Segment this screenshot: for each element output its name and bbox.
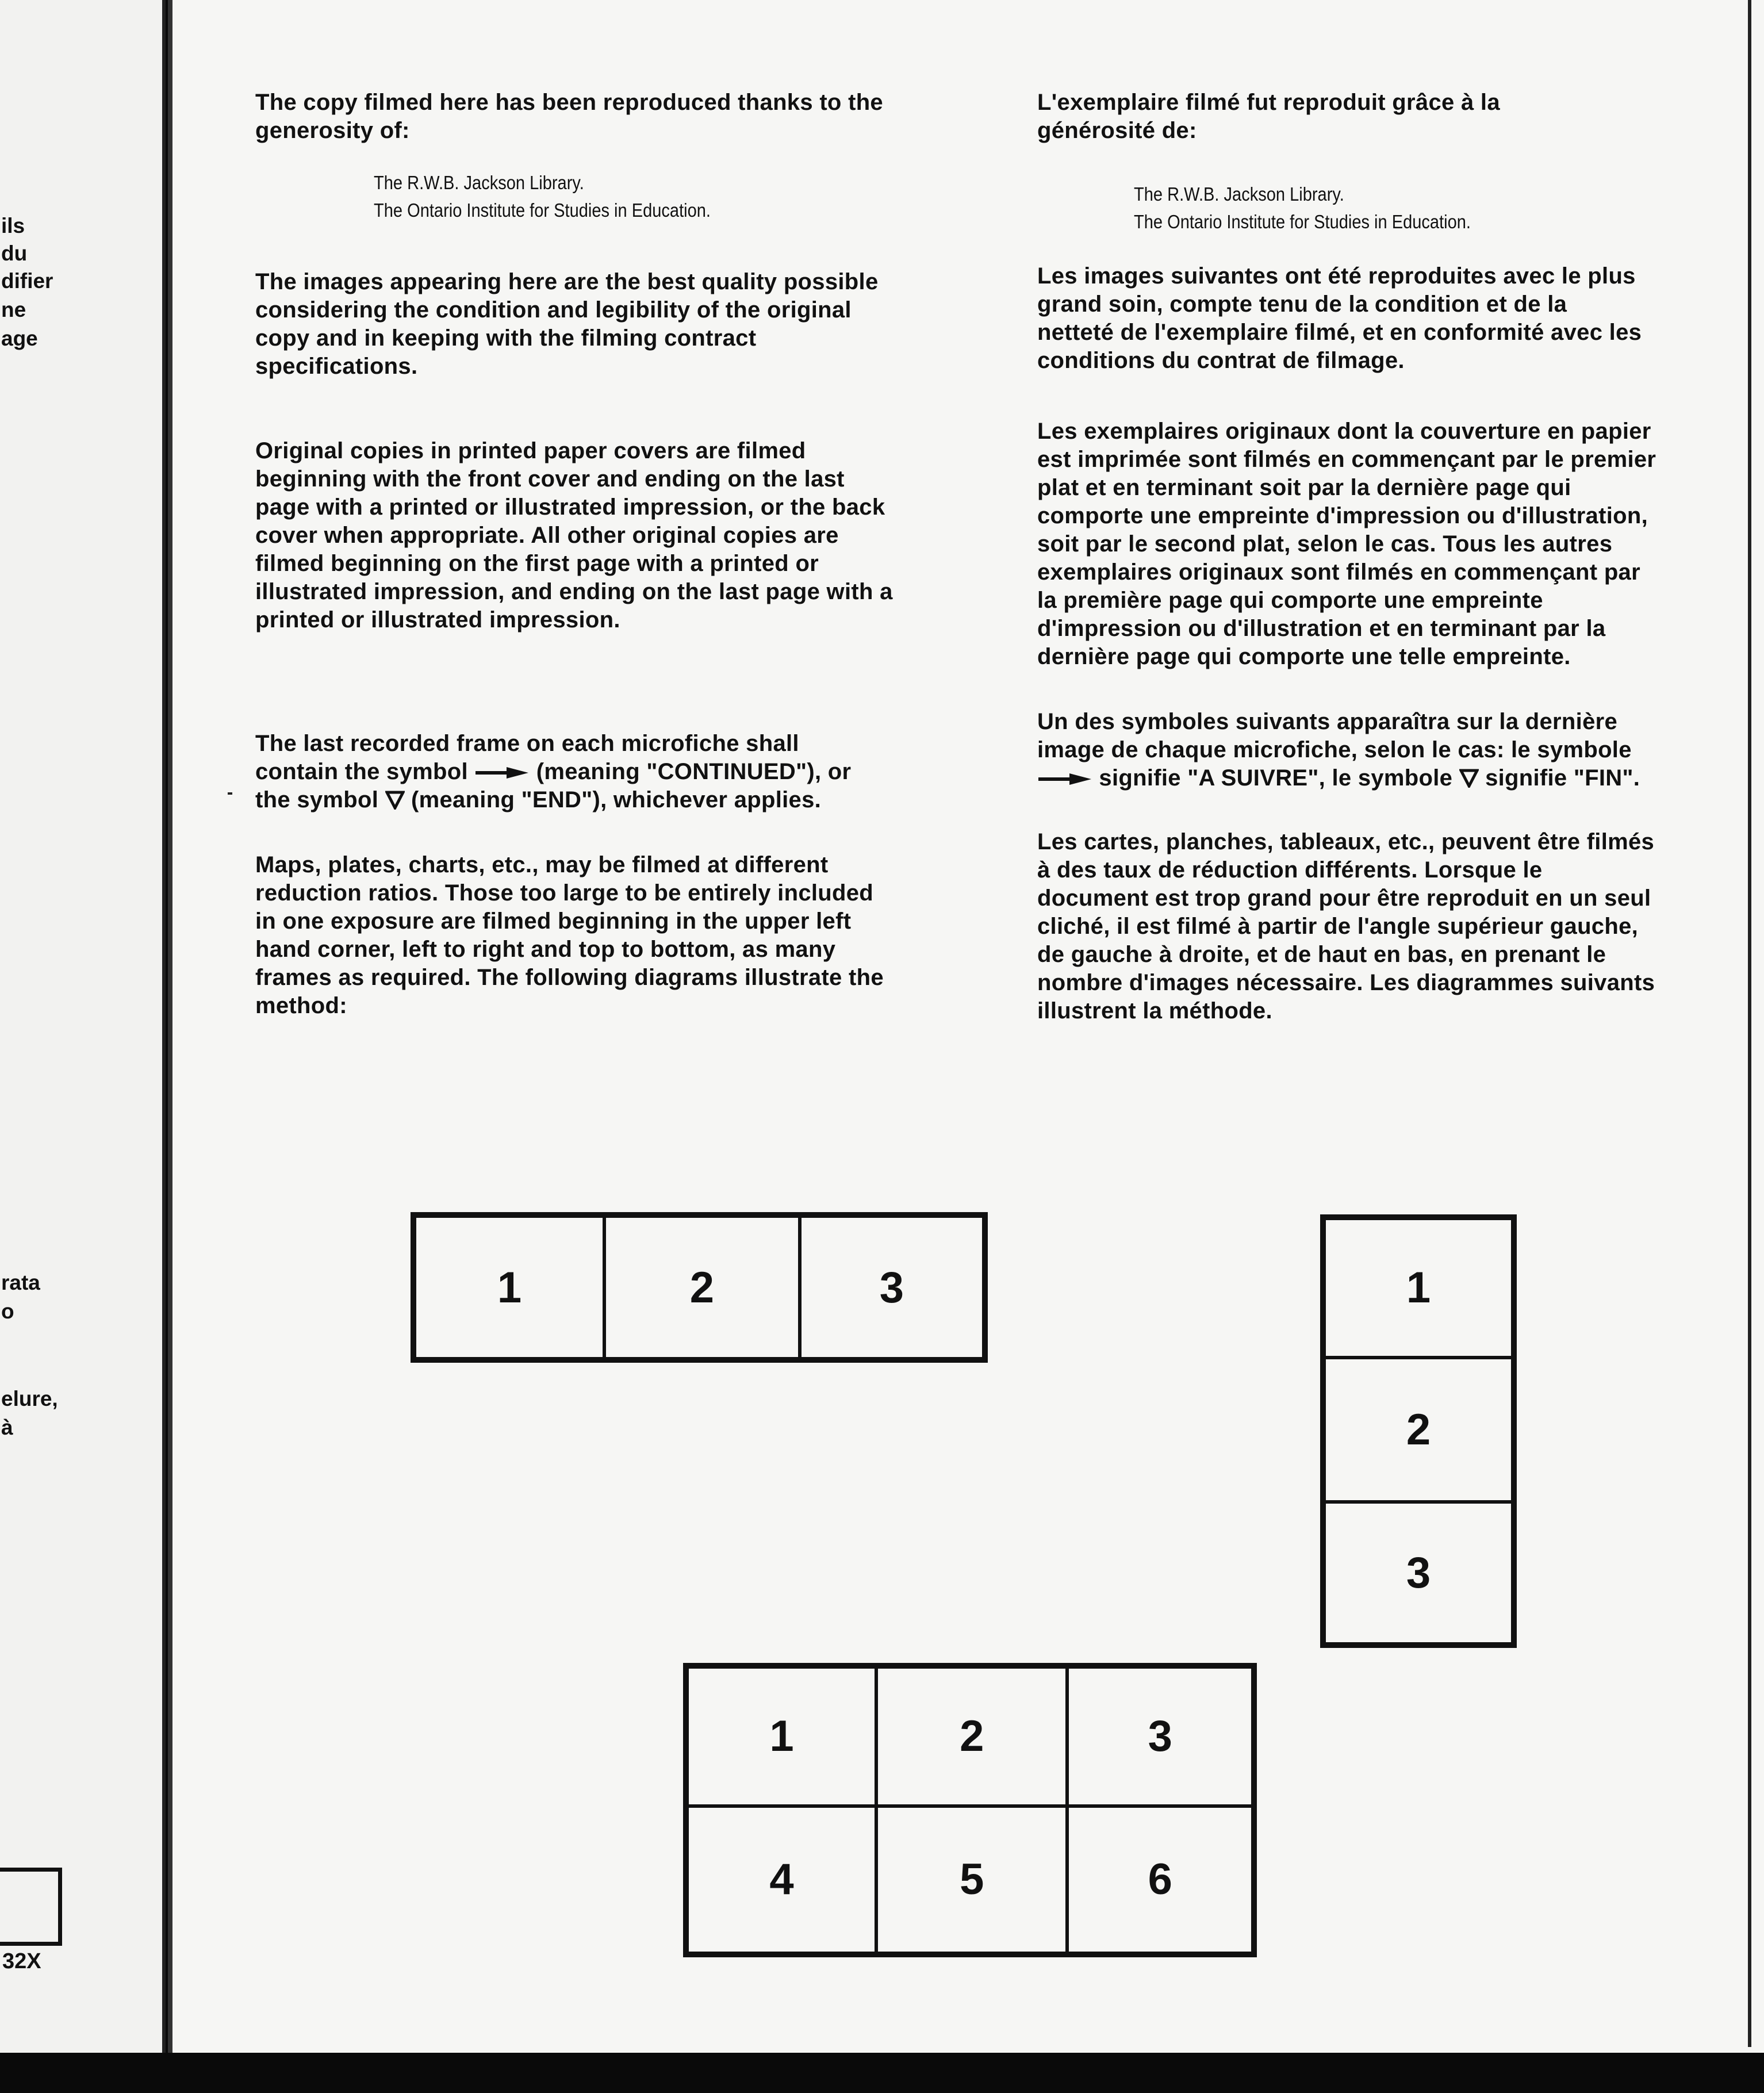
english-library-line1: The R.W.B. Jackson Library. [374,172,584,193]
french-library-line2: The Ontario Institute for Studies in Education. [1134,211,1471,232]
triangle-down-icon [385,790,405,810]
french-maps: Les cartes, planches, tableaux, etc., peuvent être filmés à des taux de réduction différents. Lorsque le document est trop grand pour être reproduit en un seul cliché, il est filmé à partir de l'angle supérieur gauche, de gauche à droite, et de haut en bas, en prenant le nombre d'images nécessaire. Les diagrammes suivants illustrent la méthode. [1037,829,1655,1023]
french-intro: L'exemplaire filmé fut reproduit grâce à la générosité de: [1037,90,1500,143]
arrow-right-icon [474,766,530,780]
reduction-label: 32X [2,1949,41,1973]
strip-fragment: rata [1,1271,40,1294]
french-quality: Les images suivantes ont été reproduites avec le plus grand soin, compte tenu de la condition et de la netteté de l'exemplaire filmé, et en conformité avec les conditions du contrat de filmage. [1037,263,1642,373]
english-covers: Original copies in printed paper covers are filmed beginning with the front cover and ending on the last page with a printed or illustrated impression, or the back cover when appropriate. All other original copies are filmed beginning on the first page with a printed or illustrated impression, and ending on the last page with a printed or illustrated impression. [255,438,893,632]
english-column [255,89,911,1020]
frame-cell: 3 [1324,1502,1513,1644]
frame-cell: 6 [1067,1806,1253,1953]
frame-cell: 1 [1324,1218,1513,1358]
arrow-right-icon [1037,772,1092,786]
strip-fragment: ne [1,298,26,321]
french-library [1134,181,1596,236]
frame-cell: 5 [876,1806,1067,1953]
strip-fragment: du [1,241,28,265]
strip-fragment: à [1,1416,13,1439]
strip-fragment: o [1,1300,14,1323]
french-column [1037,89,1658,1025]
grid-frame-diagram [683,1663,1257,1957]
frame-cell: 2 [876,1667,1067,1806]
strip-fragment: ils [1,214,25,237]
english-symbol-text-1: The last recorded frame on each microfiche shall contain the symbol [255,731,799,784]
english-symbols [255,730,876,814]
page-edge [1748,0,1751,2047]
english-intro: The copy filmed here has been reproduced thanks to the generosity of: [255,90,883,143]
frame-cell: 2 [604,1216,800,1359]
scan-mark [228,792,232,795]
horizontal-frame-diagram [411,1212,988,1363]
strip-frame-box [0,1868,62,1946]
triangle-down-icon [1459,768,1479,788]
english-symbol-text-3: (meaning "END"), whichever applies. [411,787,822,812]
frame-cell: 3 [800,1216,984,1359]
french-symbol-text-1: Un des symboles suivants apparaîtra sur la dernière image de chaque microfiche, selon le cas: le symbole [1037,709,1632,762]
strip-fragment: age [1,327,38,350]
french-covers: Les exemplaires originaux dont la couverture en papier est imprimée sont filmés en commençant par le premier plat et en terminant soit par la dernière page qui comporte une empreinte d'impression ou d'illustration, soit par le second plat, selon le cas. Tous les autres exemplaires originaux sont filmés en commençant par la première page qui comporte une empreinte d'impression ou d'illustration et en terminant par la dernière page qui comporte une telle empreinte. [1037,419,1656,669]
frame-cell: 3 [1067,1667,1253,1806]
frame-cell: 2 [1324,1358,1513,1502]
french-symbol-text-2: signifie "A SUIVRE", le symbole [1099,765,1453,791]
english-symbol-text-2: (meaning "CONTINUED"), or the symbol [255,759,852,812]
english-maps: Maps, plates, charts, etc., may be filmed at different reduction ratios. Those too large to be entirely included in one exposure are filmed beginning in the upper left hand corner, left to right and top to bottom, as many frames as required. The following diagrams illustrate the method: [255,852,884,1018]
previous-page-strip [0,0,166,2053]
frame-cell: 1 [415,1216,604,1359]
english-library [374,169,846,224]
strip-fragment: difier [1,269,53,293]
french-library-line1: The R.W.B. Jackson Library. [1134,183,1344,205]
frame-cell: 4 [687,1806,876,1953]
frame-cell: 1 [687,1667,876,1806]
strip-fragment: elure, [1,1387,58,1410]
english-library-line2: The Ontario Institute for Studies in Education. [374,200,711,221]
french-symbol-text-3: signifie "FIN". [1485,765,1640,791]
vertical-frame-diagram [1320,1214,1517,1648]
french-symbols [1037,708,1647,792]
scan-bottom-border [0,2053,1764,2093]
english-quality: The images appearing here are the best quality possible considering the condition and legibility of the original copy and in keeping with the filming contract specifications. [255,269,879,379]
